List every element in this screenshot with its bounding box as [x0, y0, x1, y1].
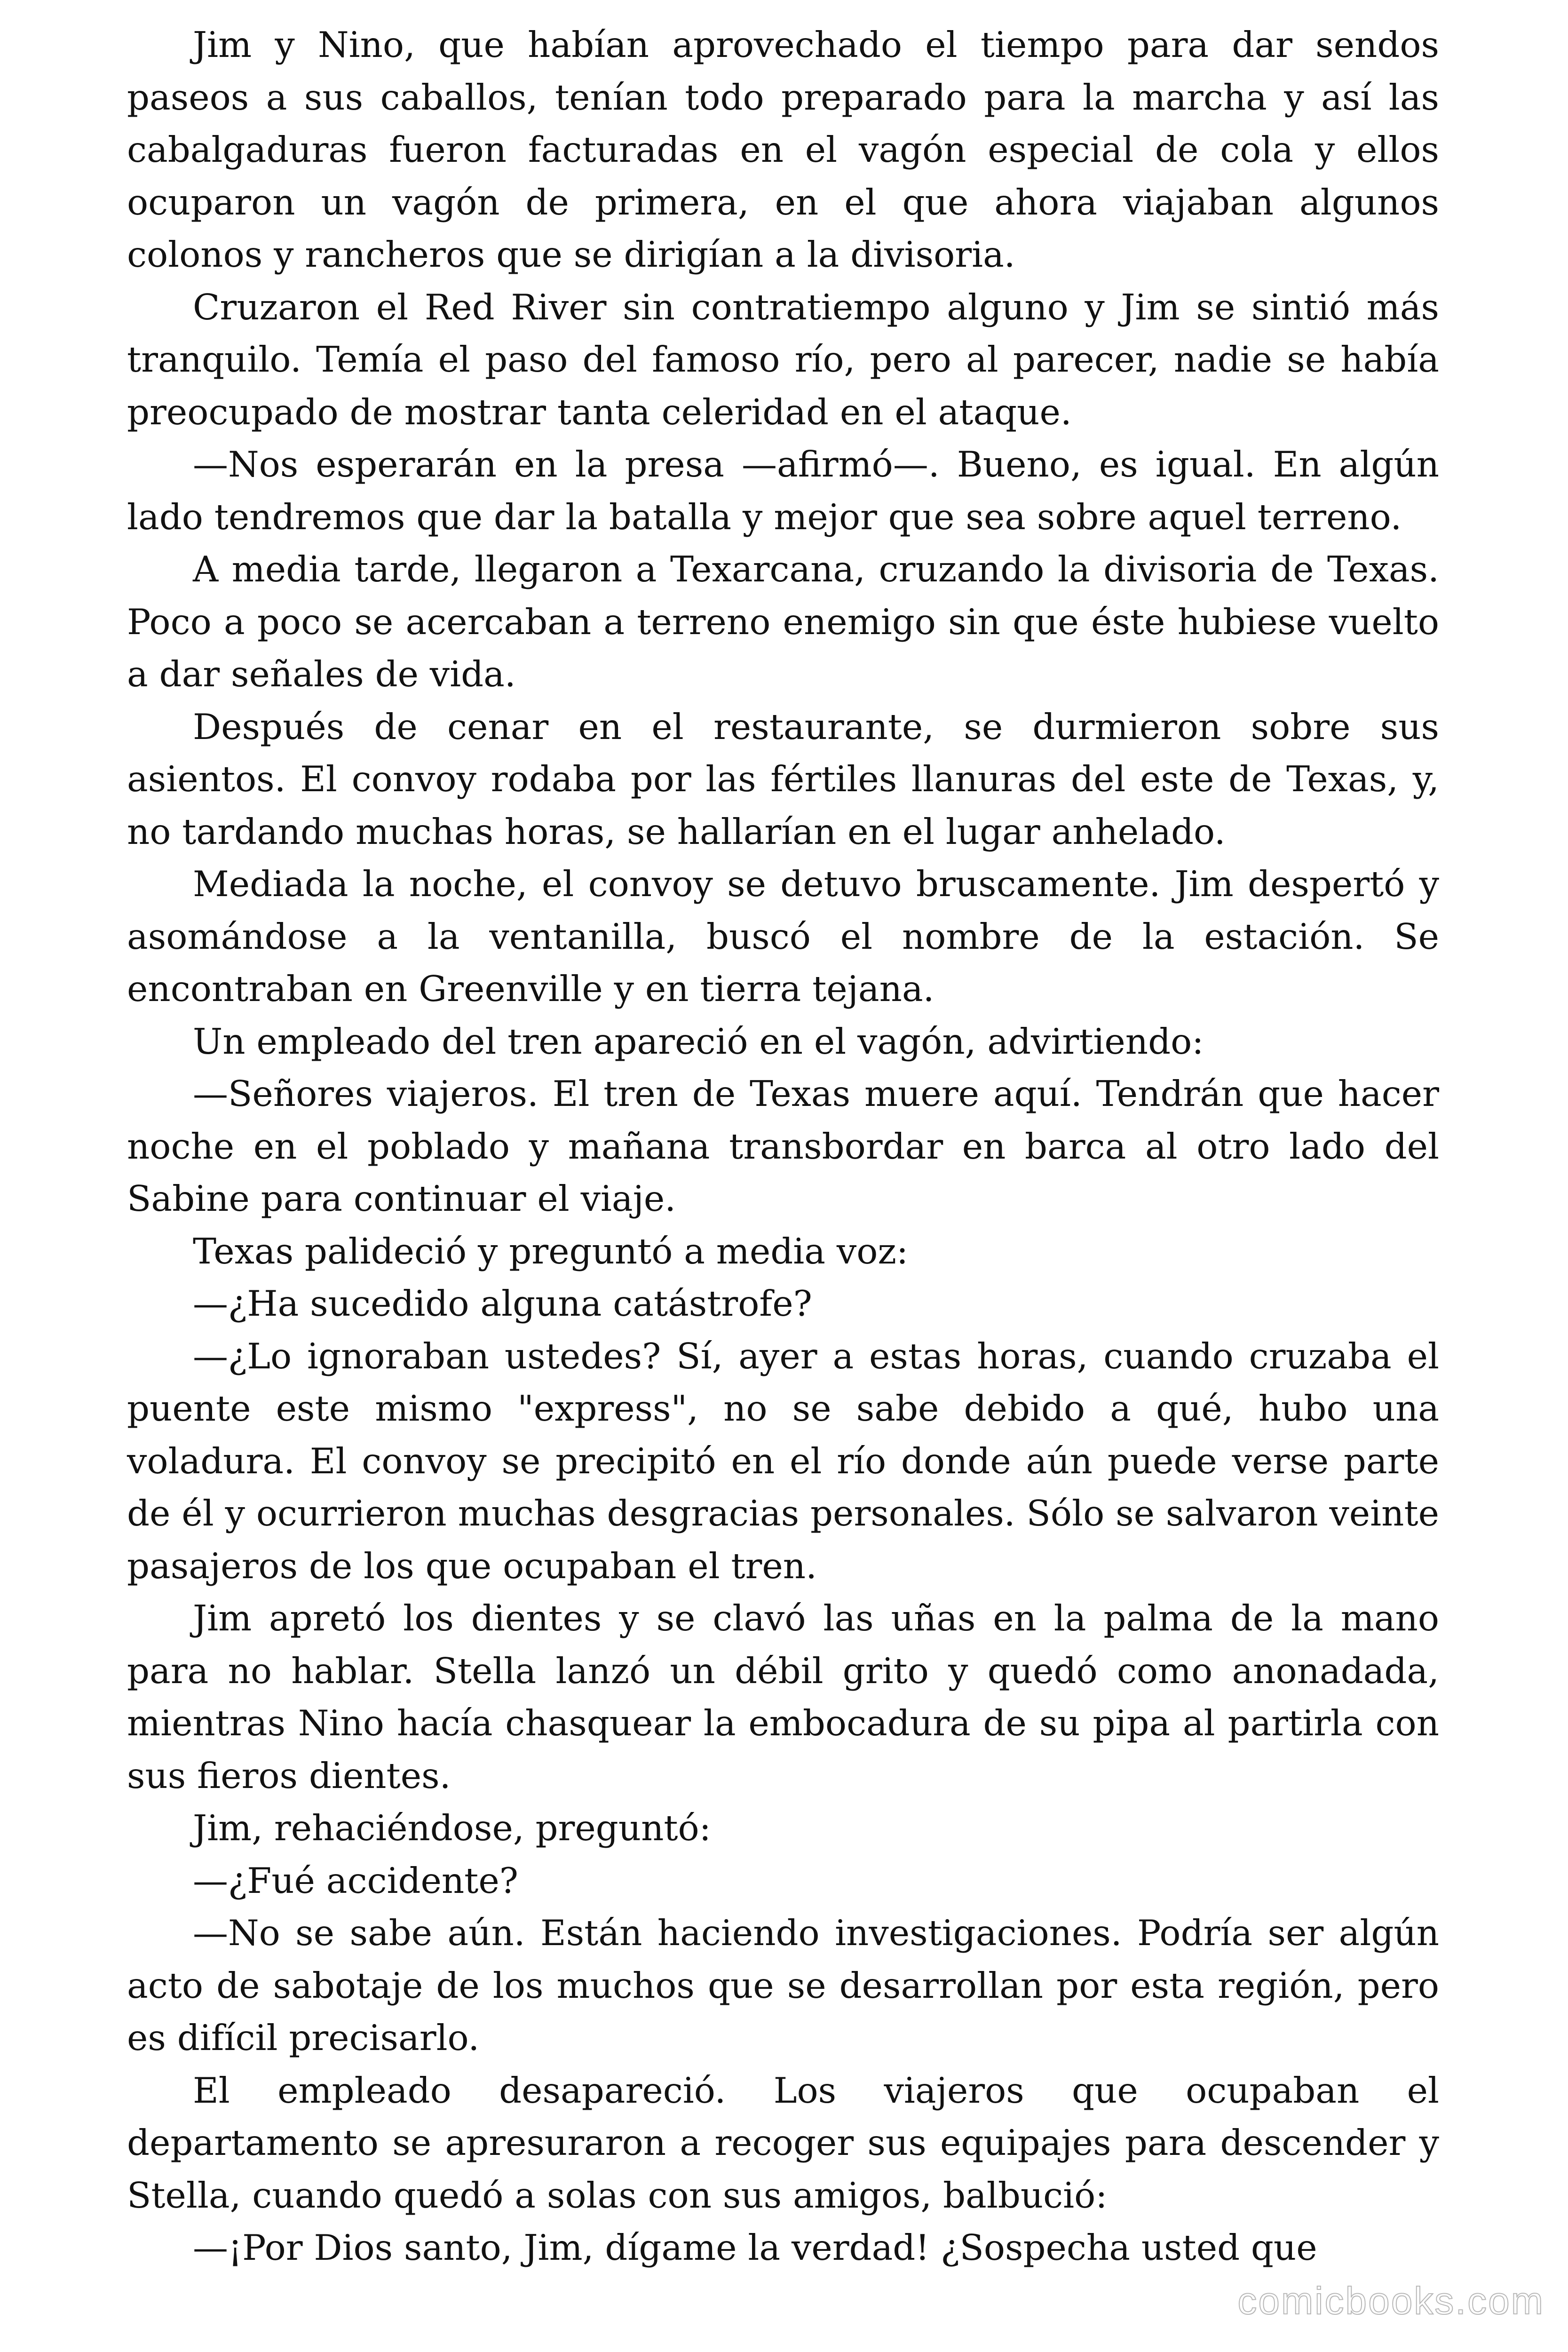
paragraph: —¿Ha sucedido alguna catástrofe? — [193, 1283, 812, 1324]
paragraph: —¿Lo ignoraban ustedes? Sí, ayer a estas horas, cuando cruzaba el puente este mismo "express", no se sabe debido a qué, hubo una voladura. El convoy se precipitó en el río donde aún puede verse parte de él y ocurrieron muchas desgracias personales. Sólo se salvaron veinte pasajeros de los que ocupaban el tren. — [127, 1335, 1439, 1587]
paragraph-last: —¡Por Dios santo, Jim, dígame la verdad! ¿Sospecha usted que — [193, 2227, 1317, 2268]
paragraph: —Nos esperarán en la presa —afirmó—. Bueno, es igual. En algún lado tendremos que dar la batalla y mejor que sea sobre aquel terreno. — [127, 444, 1439, 538]
paragraph: Cruzaron el Red River sin contratiempo alguno y Jim se sintió más tranquilo. Temía el paso del famoso río, pero al parecer, nadie se había preocupado de mostrar tanta celeridad en el ataque. — [127, 286, 1439, 433]
paragraph: —Señores viajeros. El tren de Texas muere aquí. Tendrán que hacer noche en el poblado y mañana transbordar en barca al otro lado del Sabine para continuar el viaje. — [127, 1073, 1439, 1219]
paragraph: Jim y Nino, que habían aprovechado el tiempo para dar sendos paseos a sus caballos, tenían todo preparado para la marcha y así las cabalgaduras fueron facturadas en el vagón especial de cola y ellos ocuparon un vagón de primera, en el que ahora viajaban algunos colonos y rancheros que se dirigían a la divisoria. — [127, 24, 1439, 275]
paragraph: El empleado desapareció. Los viajeros que ocupaban el departamento se apresuraron a recoger sus equipajes para descender y Stella, cuando quedó a solas con sus amigos, balbució: — [127, 2069, 1439, 2216]
watermark: comicbooks.com — [1237, 2280, 1544, 2322]
paragraph: Mediada la noche, el convoy se detuvo bruscamente. Jim despertó y asomándose a la ventanilla, buscó el nombre de la estación. Se encontraban en Greenville y en tierra tejana. — [127, 863, 1439, 1009]
paragraph: Jim, rehaciéndose, preguntó: — [193, 1807, 711, 1849]
body-text — [127, 19, 1439, 2274]
paragraph: A media tarde, llegaron a Texarcana, cruzando la divisoria de Texas. Poco a poco se acercaban a terreno enemigo sin que éste hubiese vuelto a dar señales de vida. — [127, 548, 1439, 695]
paragraph: Texas palideció y preguntó a media voz: — [193, 1230, 909, 1272]
paragraph: Un empleado del tren apareció en el vagón, advirtiendo: — [193, 1020, 1204, 1062]
paragraph: —No se sabe aún. Están haciendo investigaciones. Podría ser algún acto de sabotaje de los muchos que se desarrollan por esta región, pero es difícil precisarlo. — [127, 1912, 1439, 2058]
paragraph: —¿Fué accidente? — [193, 1859, 518, 1901]
paragraph: Después de cenar en el restaurante, se durmieron sobre sus asientos. El convoy rodaba por las fértiles llanuras del este de Texas, y, no tardando muchas horas, se hallarían en el lugar anhelado. — [127, 706, 1439, 852]
paragraph: Jim apretó los dientes y se clavó las uñas en la palma de la mano para no hablar. Stella lanzó un débil grito y quedó como anonadada, mientras Nino hacía chasquear la embocadura de su pipa al partirla con sus fieros dientes. — [127, 1597, 1439, 1796]
